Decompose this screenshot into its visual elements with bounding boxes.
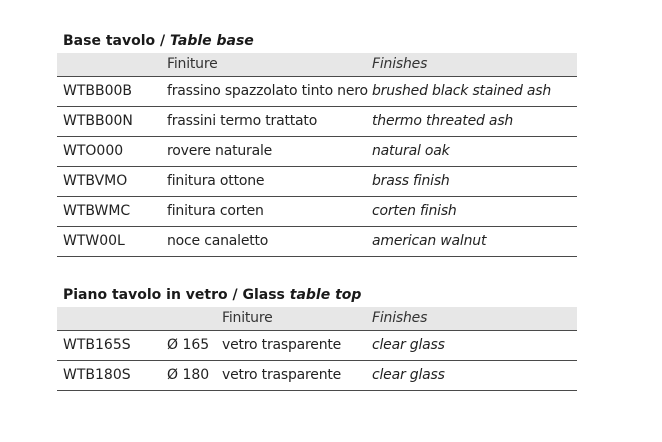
table-row	[57, 167, 577, 197]
base-title-english: Table base	[169, 33, 254, 49]
header-finiture: Finiture	[222, 310, 273, 326]
finish-english: brushed black stained ash	[372, 83, 552, 99]
finish-english: thermo threated ash	[372, 113, 514, 129]
finish-italian: vetro trasparente	[222, 367, 342, 383]
glass-finishes-table	[57, 307, 577, 391]
table-row	[57, 331, 577, 361]
product-code: WTW00L	[63, 233, 125, 249]
base-finishes-table	[57, 53, 577, 257]
base-section-title	[63, 33, 254, 49]
diameter: Ø 180	[167, 367, 210, 383]
finish-english: clear glass	[372, 337, 445, 353]
diameter: Ø 165	[167, 337, 210, 353]
table-row	[57, 137, 577, 167]
finish-english: clear glass	[372, 367, 445, 383]
finish-italian: frassini termo trattato	[167, 113, 318, 129]
header-finishes: Finishes	[372, 310, 428, 326]
finish-italian: rovere naturale	[167, 143, 273, 159]
product-code: WTBB00N	[63, 113, 133, 129]
product-code: WTB165S	[63, 337, 131, 353]
finish-italian: finitura corten	[167, 203, 264, 219]
finish-italian: finitura ottone	[167, 173, 265, 189]
table-row	[57, 197, 577, 227]
product-code: WTO000	[63, 143, 124, 159]
table-row	[57, 361, 577, 391]
finish-english: american walnut	[372, 233, 487, 249]
product-code: WTBWMC	[63, 203, 131, 219]
glass-section-title	[63, 287, 361, 303]
header-finiture: Finiture	[167, 56, 218, 72]
base-title-italian: Base tavolo /	[63, 33, 170, 49]
finish-english: corten finish	[372, 203, 457, 219]
glass-title-english: table top	[289, 287, 362, 303]
glass-table-header	[57, 307, 577, 331]
finish-english: natural oak	[372, 143, 450, 159]
header-finishes: Finishes	[372, 56, 428, 72]
table-row	[57, 107, 577, 137]
finish-english: brass finish	[372, 173, 450, 189]
table-row	[57, 77, 577, 107]
finish-italian: vetro trasparente	[222, 337, 342, 353]
product-code: WTBVMO	[63, 173, 128, 189]
finish-italian: frassino spazzolato tinto nero	[167, 83, 368, 99]
finish-italian: noce canaletto	[167, 233, 269, 249]
base-table-header	[57, 53, 577, 77]
glass-title-italian: Piano tavolo in vetro / Glass	[63, 287, 290, 303]
product-code: WTBB00B	[63, 83, 133, 99]
product-code: WTB180S	[63, 367, 131, 383]
table-row	[57, 227, 577, 257]
